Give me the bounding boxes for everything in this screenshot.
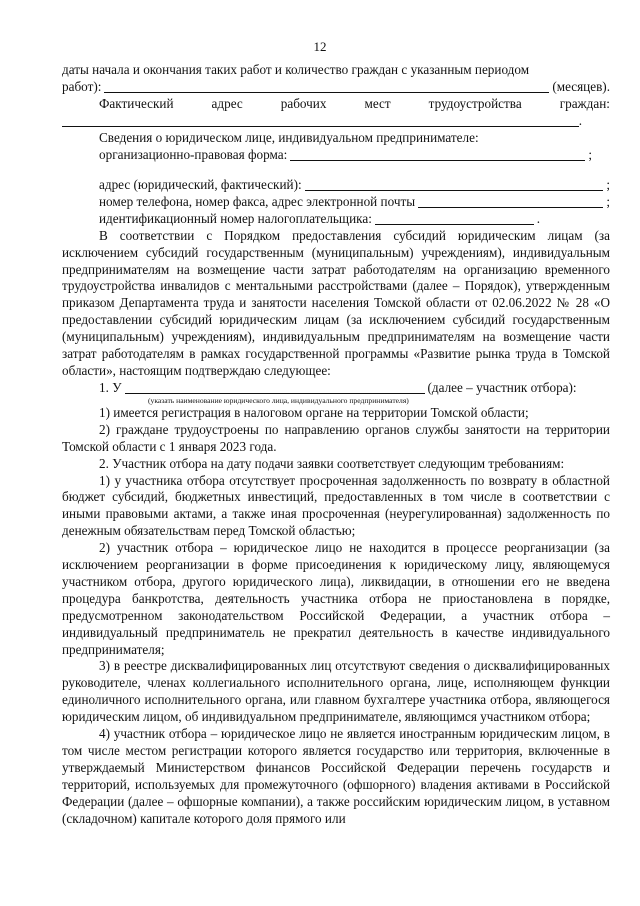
- inn-line: [62, 211, 610, 228]
- actual-address-fill-line: [62, 113, 610, 130]
- list-item: 1) имеется регистрация в налоговом органе на территории Томской области;: [99, 404, 529, 420]
- text-fragment: ;: [606, 176, 610, 192]
- work-period-line: [62, 79, 610, 96]
- list-item: 3) в реестре дисквалифицированных лиц отсутствуют сведения о дисквалифицированных руководителе, членах коллегиального исполнительного органа, лице, исполняющем функции единоличного исполнительного органа, или главном бухгалтере участника отбора, являющегося юридическим лицом, об индивидуальном предпринимателе, являющимся участником отбора;: [62, 658, 610, 725]
- spacer: [62, 164, 610, 177]
- text-fragment: 1. У: [99, 379, 122, 395]
- section-heading: 2. Участник отбора на дату подачи заявки соответствует следующим требованиям:: [99, 455, 565, 471]
- field-caption: (указать наименование юридического лица, индивидуального предпринимателя): [148, 395, 409, 405]
- text-line: Сведения о юридическом лице, индивидуальном предпринимателе:: [99, 129, 479, 145]
- document-body: [62, 62, 610, 828]
- text-fragment: идентификационный номер налогоплательщика:: [99, 210, 372, 226]
- text-fragment: (далее – участник отбора):: [427, 379, 577, 395]
- page-number: 12: [313, 39, 327, 54]
- actual-address-line: [62, 96, 610, 113]
- text-line: даты начала и окончания таких работ и количество граждан с указанным периодом: [62, 62, 530, 77]
- blank-field: [305, 177, 604, 191]
- word: Фактический: [99, 95, 174, 111]
- word: трудоустройства: [428, 95, 522, 111]
- word: адрес: [211, 95, 243, 111]
- blank-field: [125, 380, 425, 394]
- text-fragment: ;: [588, 146, 592, 162]
- legal-form-line: [62, 147, 610, 164]
- text-fragment: адрес (юридический, фактический):: [99, 176, 302, 192]
- phone-line: [62, 194, 610, 211]
- text-fragment: работ):: [62, 79, 102, 94]
- blank-field: [62, 113, 579, 127]
- word: рабочих: [280, 95, 327, 111]
- participant-name-line: [62, 380, 610, 397]
- text-fragment: (месяцев).: [552, 79, 610, 94]
- list-item: 1) у участника отбора отсутствует просроченная задолженность по возврату в областной бюджет субсидий, бюджетных инвестиций, предоставленных в том числе в соответствии с иными правовыми актами, а также иная просроченная (неурегулированная) задолженность по денежным обязательствам перед Томской областью;: [62, 472, 610, 539]
- text-fragment: организационно-правовая форма:: [99, 146, 288, 162]
- list-item: 2) граждане трудоустроены по направлению органов службы занятости на территории Томской области с 1 января 2023 года.: [62, 421, 610, 454]
- text-fragment: .: [578, 112, 582, 128]
- intro-paragraph: В соответствии с Порядком предоставления субсидий юридическим лицам (за исключением субсидий государственным (муниципальным) учреждениям), индивидуальным предпринимателям на возмещение части затрат работодателям на организацию временного трудоустройства инвалидов с ментальными расстройствами (далее – Порядок), утвержденным приказом Департамента труда и занятости населения Томской области от 02.06.2022 № 28 «О предоставлении субсидий юридическим лицам (за исключением субсидий государственным (муниципальным) учреждениям), индивидуальным предпринимателям на возмещение части затрат работодателям в рамках государственной программы «Развитие рынка труда в Томской области», настоящим подтверждаю следующее:: [62, 227, 610, 378]
- list-item: 4) участник отбора – юридическое лицо не является иностранным юридическим лицом, в том числе местом регистрации которого является государство или территория, включенные в утверждаемый Министерством финансов Российской Федерации перечень государств и территорий, используемых для промежуточного (офшорного) владения активами в Российской Федерации (далее – офшорные компании), а также российским юридическим лицом, в уставном (складочном) капитале которого доля прямого или: [62, 726, 610, 826]
- blank-field: [418, 194, 603, 208]
- list-item: 2) участник отбора – юридическое лицо не находится в процессе реорганизации (за исключением реорганизации в форме присоединения к юридическому лицу, являющемуся участником отбора, другого юридического лица), ликвидации, в отношении его не введена процедура банкротства, деятельность участника отбора не приостановлена в порядке, предусмотренном законодательством Российской Федерации, а участник отбора – индивидуальный предприниматель не прекратил деятельность в качестве индивидуального предпринимателя;: [62, 540, 610, 657]
- word: граждан:: [559, 95, 610, 111]
- blank-field: [104, 79, 549, 93]
- text-fragment: номер телефона, номер факса, адрес электронной почты: [99, 193, 416, 209]
- text-fragment: .: [536, 210, 540, 226]
- blank-field: [375, 211, 534, 225]
- word: мест: [364, 95, 391, 111]
- text-fragment: ;: [606, 193, 610, 209]
- blank-field: [290, 147, 585, 161]
- address-line: [62, 177, 610, 194]
